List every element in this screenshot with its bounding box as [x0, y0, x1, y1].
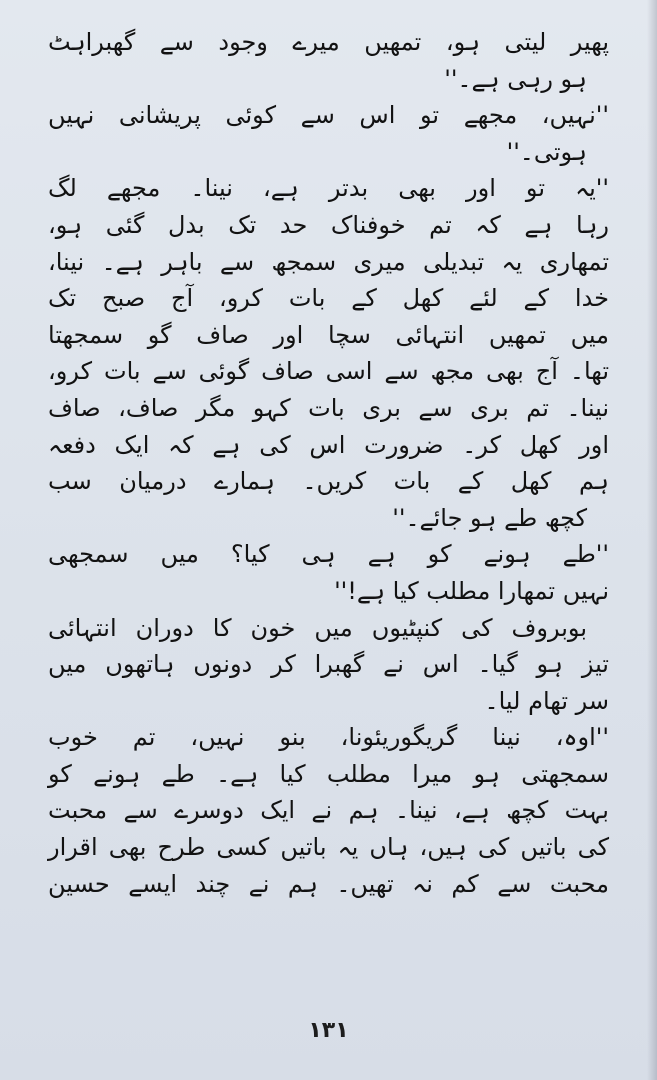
text-line: تھا۔ آج بھی مجھ سے اسی صاف گوئی سے بات کرو، [48, 357, 609, 386]
text-line: کی باتیں کی ہیں، ہاں یہ باتیں کسی طرح بھی اقرار [48, 833, 609, 862]
text-line: کچھ طے ہو جائے۔'' [392, 503, 587, 532]
text-line: ''اوہ، نینا گریگوریئونا، بنو نہیں، تم خوب [48, 723, 609, 752]
text-line: ہو رہی ہے۔'' [444, 64, 587, 93]
text-line: بہت کچھ ہے، نینا۔ ہم نے ایک دوسرے سے محبت [48, 796, 609, 825]
text-line: نہیں تمھارا مطلب کیا ہے!'' [334, 576, 609, 605]
text-line: میں تمھیں انتہائی سچا اور صاف گو سمجھتا [48, 320, 609, 349]
text-line: تیز ہو گیا۔ اس نے گھبرا کر دونوں ہاتھوں میں [48, 650, 609, 679]
text-line: ہم کھل کے بات کریں۔ ہمارے درمیان سب [48, 467, 609, 496]
text-line: ہوتی۔'' [506, 137, 587, 166]
text-line: ''طے ہونے کو ہے ہی کیا؟ میں سمجھی [48, 540, 609, 569]
page-edge-shadow [647, 0, 657, 1080]
text-line: ''یہ تو اور بھی بدتر ہے، نینا۔ مجھے لگ [48, 174, 609, 203]
urdu-text-block [48, 24, 609, 902]
text-line: خدا کے لئے کھل کے بات کرو، آج صبح تک [48, 284, 609, 313]
text-line: بوبروف کی کنپٹیوں میں خون کا دوران انتہائی [48, 613, 587, 642]
page-number: ۱۳۱ [308, 1018, 349, 1043]
text-line: پھیر لیتی ہو، تمھیں میرے وجود سے گھبراہٹ [48, 28, 609, 56]
text-line: نینا۔ تم بری سے بری بات کہو مگر صاف، صاف [48, 393, 609, 422]
text-line: سمجھتی ہو میرا مطلب کیا ہے۔ طے ہونے کو [48, 759, 609, 788]
text-line: ''نہیں، مجھے تو اس سے کوئی پریشانی نہیں [48, 101, 609, 130]
text-line: تمھاری یہ تبدیلی میری سمجھ سے باہر ہے۔ نینا، [48, 247, 609, 276]
text-line: اور کھل کر۔ ضرورت اس کی ہے کہ ایک دفعہ [48, 430, 609, 459]
text-line: سر تھام لیا۔ [484, 686, 609, 715]
text-line: رہا ہے کہ تم خوفناک حد تک بدل گئی ہو، [48, 210, 609, 239]
text-line: محبت سے کم نہ تھیں۔ ہم نے چند ایسے حسین [48, 869, 609, 898]
